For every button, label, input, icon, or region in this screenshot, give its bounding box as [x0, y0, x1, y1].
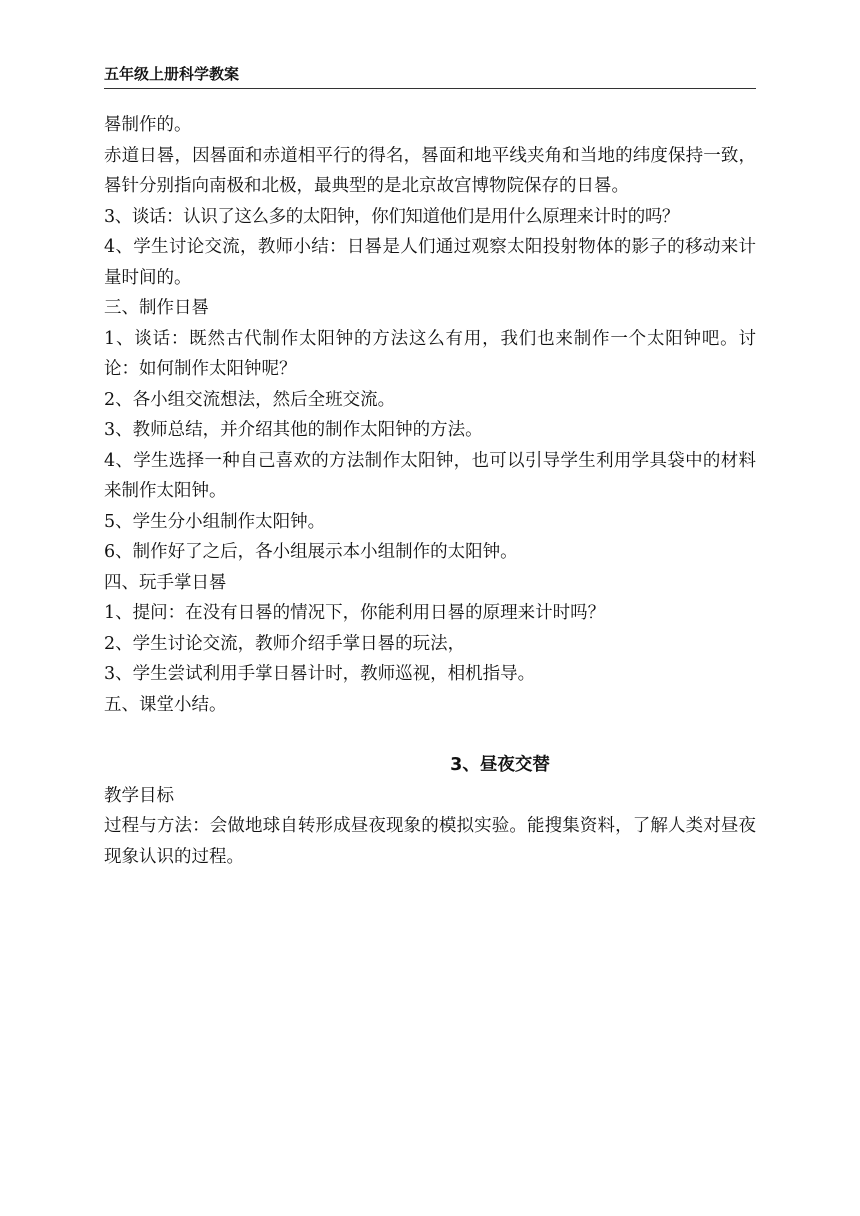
paragraph: 5、学生分小组制作太阳钟。	[104, 511, 326, 532]
lesson-title: 3、昼夜交替	[450, 755, 550, 775]
document-body	[104, 110, 756, 872]
subheading: 教学目标	[104, 785, 174, 806]
paragraph: 4、学生选择一种自己喜欢的方法制作太阳钟，也可以引导学生利用学具袋中的材料来制作太阳钟。	[104, 450, 756, 501]
blank-line	[104, 720, 756, 750]
section-heading: 四、玩手掌日晷	[104, 572, 227, 593]
section-heading: 五、课堂小结。	[104, 694, 227, 715]
paragraph: 2、学生讨论交流，教师介绍手掌日晷的玩法，	[104, 633, 466, 654]
section-heading: 三、制作日晷	[104, 298, 209, 318]
paragraph: 3、教师总结，并介绍其他的制作太阳钟的方法。	[104, 420, 483, 440]
paragraph: 过程与方法：会做地球自转形成昼夜现象的模拟实验。能搜集资料，了解人类对昼夜现象认识的过程。	[104, 816, 756, 867]
paragraph: 1、提问：在没有日晷的情况下，你能利用日晷的原理来计时吗？	[104, 603, 606, 623]
paragraph: 6、制作好了之后，各小组展示本小组制作的太阳钟。	[104, 542, 518, 562]
paragraph: 赤道日晷，因晷面和赤道相平行的得名，晷面和地平线夹角和当地的纬度保持一致，晷针分别指向南极和北极，最典型的是北京故宫博物院保存的日晷。	[104, 145, 756, 196]
paragraph: 3、学生尝试利用手掌日晷计时，教师巡视，相机指导。	[104, 664, 536, 684]
paragraph: 1、谈话：既然古代制作太阳钟的方法这么有用，我们也来制作一个太阳钟吧。讨论：如何制作太阳钟呢？	[104, 328, 756, 379]
paragraph: 3、谈话：认识了这么多的太阳钟，你们知道他们是用什么原理来计时的吗？	[104, 206, 680, 227]
paragraph: 4、学生讨论交流，教师小结：日晷是人们通过观察太阳投射物体的影子的移动来计量时间的。	[104, 237, 756, 288]
page-header: 五年级上册科学教案	[104, 64, 756, 89]
paragraph: 晷制作的。	[104, 115, 192, 135]
paragraph: 2、各小组交流想法，然后全班交流。	[104, 389, 396, 410]
